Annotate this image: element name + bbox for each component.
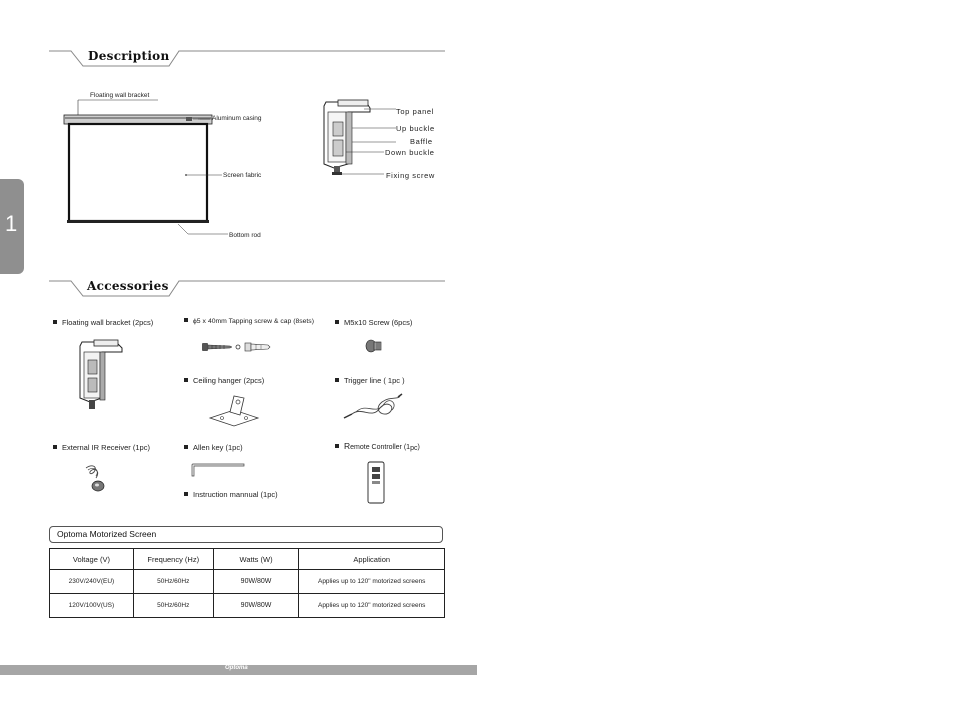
spec-title: Optoma Motorized Screen xyxy=(57,529,157,539)
description-title: Description xyxy=(88,49,170,63)
remote-label-main: emote Controller (1 xyxy=(350,444,411,451)
cell-application: Applies up to 120" motorized screens xyxy=(299,594,445,618)
bullet-icon xyxy=(335,444,339,448)
m5-screw-image xyxy=(365,338,383,354)
header-watts: Watts (W) xyxy=(213,549,299,570)
cell-frequency: 50Hz/60Hz xyxy=(133,594,213,618)
accessory-allen-key xyxy=(184,443,243,452)
ir-receiver-label: External IR Receiver (1pc) xyxy=(62,443,150,452)
table-row xyxy=(50,570,445,594)
label-baffle: Baffle xyxy=(410,137,433,146)
times-symbol: x xyxy=(202,318,206,325)
bullet-icon xyxy=(335,378,339,382)
accessory-m5-screw xyxy=(335,318,412,327)
bullet-icon xyxy=(53,445,57,449)
chapter-number: 1 xyxy=(5,211,18,236)
label-aluminum-casing: Aluminum casing xyxy=(212,115,262,122)
remote-label-initial: R xyxy=(344,441,351,451)
remote-label-pc: pc xyxy=(410,445,418,452)
accessory-tapping-screw xyxy=(184,318,314,325)
m5-screw-label: M5x10 Screw (6pcs) xyxy=(344,318,413,327)
accessory-bracket xyxy=(53,318,153,327)
header-application: Application xyxy=(299,549,445,570)
ceiling-hanger-image xyxy=(208,394,260,428)
cell-voltage: 230V/240V(EU) xyxy=(50,570,134,594)
footer-bar xyxy=(0,665,477,675)
accessory-manual xyxy=(184,490,278,499)
chapter-tab xyxy=(0,179,24,274)
brand-logo: Optoma xyxy=(225,665,248,671)
spec-title-box xyxy=(49,526,443,543)
table-row xyxy=(50,594,445,618)
header-frequency: Frequency (Hz) xyxy=(133,549,213,570)
screen-diagram xyxy=(60,90,280,250)
accessory-ceiling-hanger xyxy=(184,376,264,385)
accessories-title: Accessories xyxy=(87,279,169,293)
accessory-remote xyxy=(335,441,420,452)
cell-watts: 90W/80W xyxy=(213,570,299,594)
label-floating-wall-bracket: Floating wall bracket xyxy=(90,92,150,99)
allen-key-image xyxy=(190,462,248,478)
spec-table xyxy=(49,548,445,618)
ir-receiver-image xyxy=(82,462,110,494)
label-down-buckle: Down buckle xyxy=(385,148,435,157)
phi-symbol: ɸ xyxy=(193,318,197,325)
bullet-icon xyxy=(184,378,188,382)
bullet-icon xyxy=(184,445,188,449)
tapping-screw-image xyxy=(200,340,278,354)
cell-voltage: 120V/100V(US) xyxy=(50,594,134,618)
cell-application: Applies up to 120" motorized screens xyxy=(299,570,445,594)
cell-watts: 90W/80W xyxy=(213,594,299,618)
label-bottom-rod: Bottom rod xyxy=(229,232,261,239)
ceiling-hanger-label: Ceiling hanger (2pcs) xyxy=(193,376,265,385)
label-screen-fabric: Screen fabric xyxy=(223,172,262,179)
bullet-icon xyxy=(184,492,188,496)
label-fixing-screw: Fixing screw xyxy=(386,171,435,180)
allen-key-label: Allen key (1pc) xyxy=(193,443,243,452)
trigger-line-image xyxy=(342,392,404,422)
label-top-panel: Top panel xyxy=(396,107,434,116)
bullet-icon xyxy=(53,320,57,324)
bullet-icon xyxy=(184,318,188,322)
trigger-line-label: Trigger line ( 1pc ) xyxy=(344,376,405,385)
spec-header-row xyxy=(50,549,445,570)
tapping-screw-diameter: 5 xyxy=(196,318,201,325)
tapping-screw-label: 40mm Tapping screw & cap (8sets) xyxy=(207,318,314,325)
manual-label: Instruction mannual (1pc) xyxy=(193,490,278,499)
remote-label-close: ) xyxy=(417,444,420,451)
accessory-ir-receiver xyxy=(53,443,150,452)
bracket-diagram xyxy=(318,98,398,182)
header-voltage: Voltage (V) xyxy=(50,549,134,570)
bullet-icon xyxy=(335,320,339,324)
cell-frequency: 50Hz/60Hz xyxy=(133,570,213,594)
label-up-buckle: Up buckle xyxy=(396,124,435,133)
bracket-image xyxy=(76,338,128,412)
remote-image xyxy=(366,461,386,505)
accessory-bracket-label: Floating wall bracket (2pcs) xyxy=(62,318,154,327)
accessory-trigger-line xyxy=(335,376,405,385)
